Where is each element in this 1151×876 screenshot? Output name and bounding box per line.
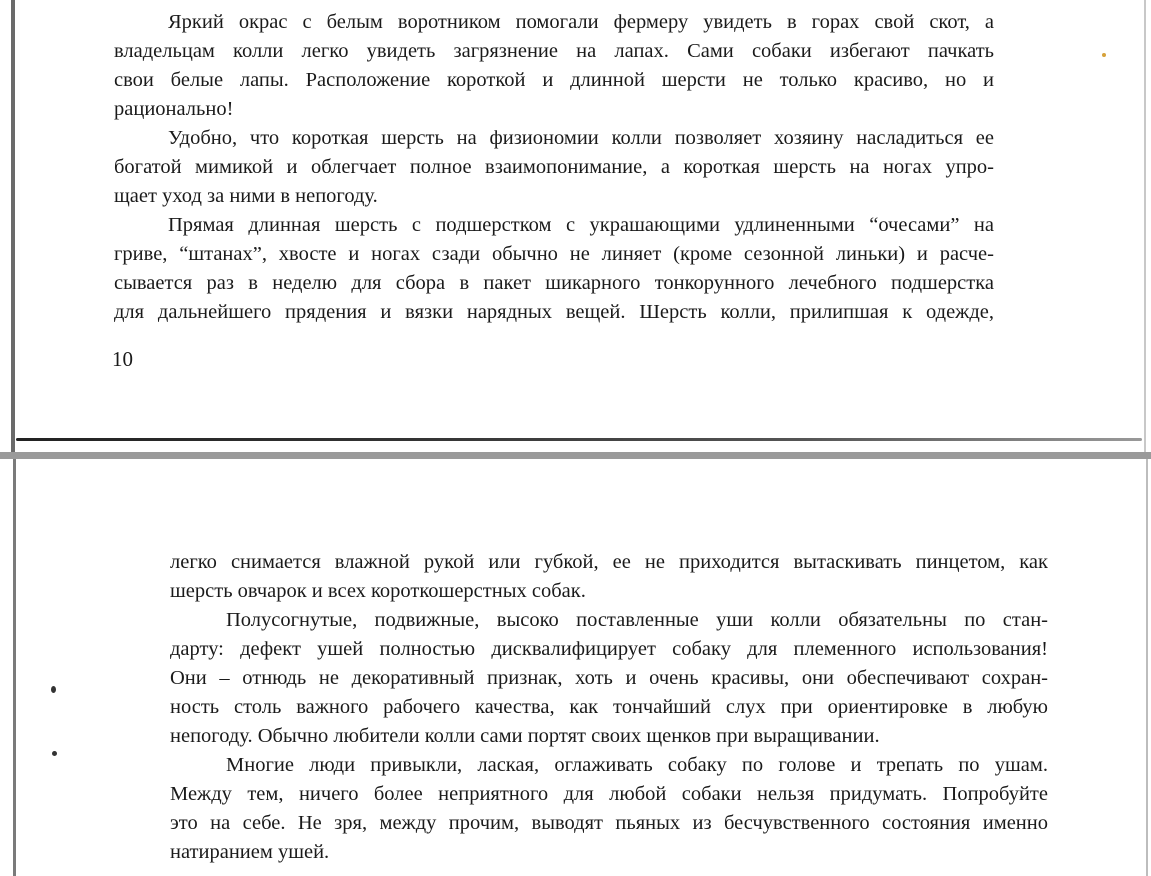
text-line: Прямая длинная шерсть с подшерстком с украшающими удлиненными “очесами” на bbox=[168, 214, 994, 236]
text-line: Между тем, ничего более неприятного для любой собаки нельзя придумать. Попробуйте bbox=[170, 783, 1048, 805]
text-line: свои белые лапы. Расположение короткой и длинной шерсти не только красиво, но и bbox=[114, 69, 994, 91]
text-line: Яркий окрас с белым воротником помогали фермеру увидеть в горах свой скот, а bbox=[168, 11, 994, 33]
text-line: непогоду. Обычно любители колли сами портят своих щенков при выращивании. bbox=[170, 725, 880, 747]
page-number: 10 bbox=[112, 347, 133, 371]
text-line: Многие люди привыкли, лаская, оглаживать собаку по голове и трепать по ушам. bbox=[226, 754, 1048, 776]
scan-speck bbox=[51, 686, 56, 693]
text-line: легко снимается влажной рукой или губкой, ее не приходится вытаскивать пинцетом, как bbox=[170, 551, 1048, 573]
text-line: это на себе. Не зря, между прочим, выводят пьяных из бесчувственного состояния именно bbox=[170, 812, 1048, 834]
page-right-edge bbox=[1144, 0, 1146, 452]
page-bottom-rule bbox=[16, 438, 1142, 441]
text-line: богатой мимикой и облегчает полное взаимопонимание, а короткая шерсть на ногах упро- bbox=[114, 156, 994, 178]
text-line: шерсть овчарок и всех короткошерстных собак. bbox=[170, 580, 586, 602]
text-line: владельцам колли легко увидеть загрязнение на лапах. Сами собаки избегают пачкать bbox=[114, 40, 994, 62]
text-line: гриве, “штанах”, хвосте и ногах сзади обычно не линяет (кроме сезонной линьки) и расче- bbox=[114, 243, 994, 265]
scanned-page-bottom bbox=[0, 459, 1151, 876]
text-line: Они – отнюдь не декоративный признак, хоть и очень красивы, они обеспечивают сохран- bbox=[170, 667, 1048, 689]
scan-speck bbox=[1102, 53, 1106, 57]
text-line: Полусогнутые, подвижные, высоко поставленные уши колли обязательны по стан- bbox=[226, 609, 1048, 631]
top-page-text bbox=[114, 8, 994, 327]
text-line: рационально! bbox=[114, 98, 234, 120]
page-left-edge bbox=[11, 0, 15, 452]
text-line: ность столь важного рабочего качества, как тончайший слух при ориентировке в любую bbox=[170, 696, 1048, 718]
text-line: Удобно, что короткая шерсть на физиономии колли позволяет хозяину насладиться ее bbox=[168, 127, 994, 149]
text-line: для дальнейшего прядения и вязки нарядных вещей. Шерсть колли, прилипшая к одежде, bbox=[114, 301, 994, 323]
text-line: дарту: дефект ушей полностью дисквалифицирует собаку для племенного использования! bbox=[170, 638, 1048, 660]
page-separator bbox=[0, 452, 1151, 459]
page-right-edge bbox=[1146, 459, 1148, 876]
text-line: натиранием ушей. bbox=[170, 841, 330, 863]
bottom-page-text bbox=[170, 548, 1048, 867]
text-line: сывается раз в неделю для сбора в пакет шикарного тонкорунного лечебного подшерстка bbox=[114, 272, 994, 294]
text-line: щает уход за ними в непогоду. bbox=[114, 185, 378, 207]
page-left-edge bbox=[13, 459, 16, 876]
scan-speck bbox=[52, 751, 57, 756]
